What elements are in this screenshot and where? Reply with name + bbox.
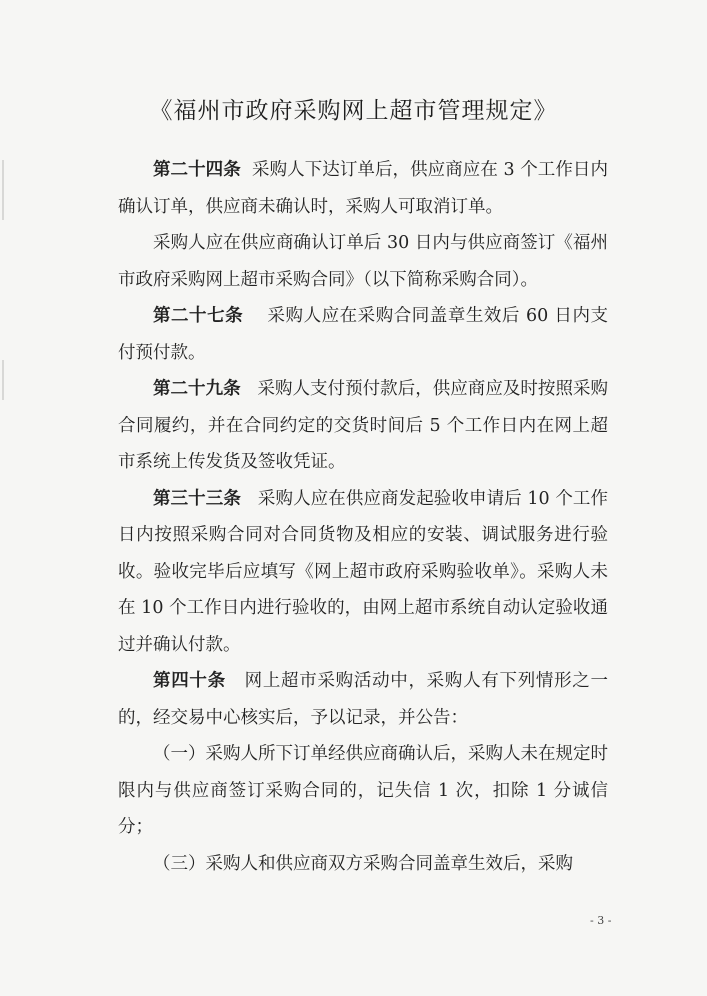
article-number: 第二十四条 xyxy=(153,160,241,180)
document-body xyxy=(118,152,608,882)
paragraph xyxy=(118,663,608,736)
article-number: 第二十九条 xyxy=(153,379,241,399)
paragraph-text: 采购人应在采购合同盖章生效后 60 日内支付预付款。 xyxy=(118,306,608,363)
paragraph xyxy=(118,298,608,371)
paragraph-text: 采购人应在供应商发起验收申请后 10 个工作日内按照采购合同对合同货物及相应的安装、调试服务进行验收。验收完毕后应填写《网上超市政府采购验收单》。采购人未在 10 个工作日内进行验收的，由网上超市系统自动认定验收通过并确认付款。 xyxy=(118,488,608,655)
paragraph xyxy=(118,736,608,846)
paragraph-text: （三）采购人和供应商双方采购合同盖章生效后，采购 xyxy=(153,853,573,874)
article-number: 第三十三条 xyxy=(153,488,241,509)
paragraph xyxy=(118,225,608,298)
paragraph xyxy=(118,371,608,481)
paragraph-text: 采购人支付预付款后，供应商应及时按照采购合同履约，并在合同约定的交货时间后 5 个工作日内在网上超市系统上传发货及签收凭证。 xyxy=(118,379,608,472)
page-number: - 3 - xyxy=(590,914,612,927)
paragraph-text: 网上超市采购活动中，采购人有下列情形之一的，经交易中心核实后，予以记录，并公告： xyxy=(118,671,609,728)
paragraph xyxy=(118,846,608,883)
paragraph xyxy=(118,481,608,664)
paragraph-text: 采购人应在供应商确认订单后 30 日内与供应商签订《福州市政府采购网上超市采购合同》（以下简称采购合同）。 xyxy=(118,233,608,290)
article-number: 第四十条 xyxy=(153,671,226,691)
scan-edge-mark xyxy=(2,160,4,220)
scan-edge-mark xyxy=(2,360,4,400)
paragraph-text: （一）采购人所下订单经供应商确认后，采购人未在规定时限内与供应商签订采购合同的，记失信 1 次，扣除 1 分诚信分； xyxy=(118,744,608,837)
paragraph-text: 采购人下达订单后，供应商应在 3 个工作日内确认订单，供应商未确认时，采购人可取消订单。 xyxy=(118,160,608,217)
document-title: 《福州市政府采购网上超市管理规定》 xyxy=(149,98,558,124)
paragraph xyxy=(118,152,608,225)
article-number: 第二十七条 xyxy=(153,306,244,326)
